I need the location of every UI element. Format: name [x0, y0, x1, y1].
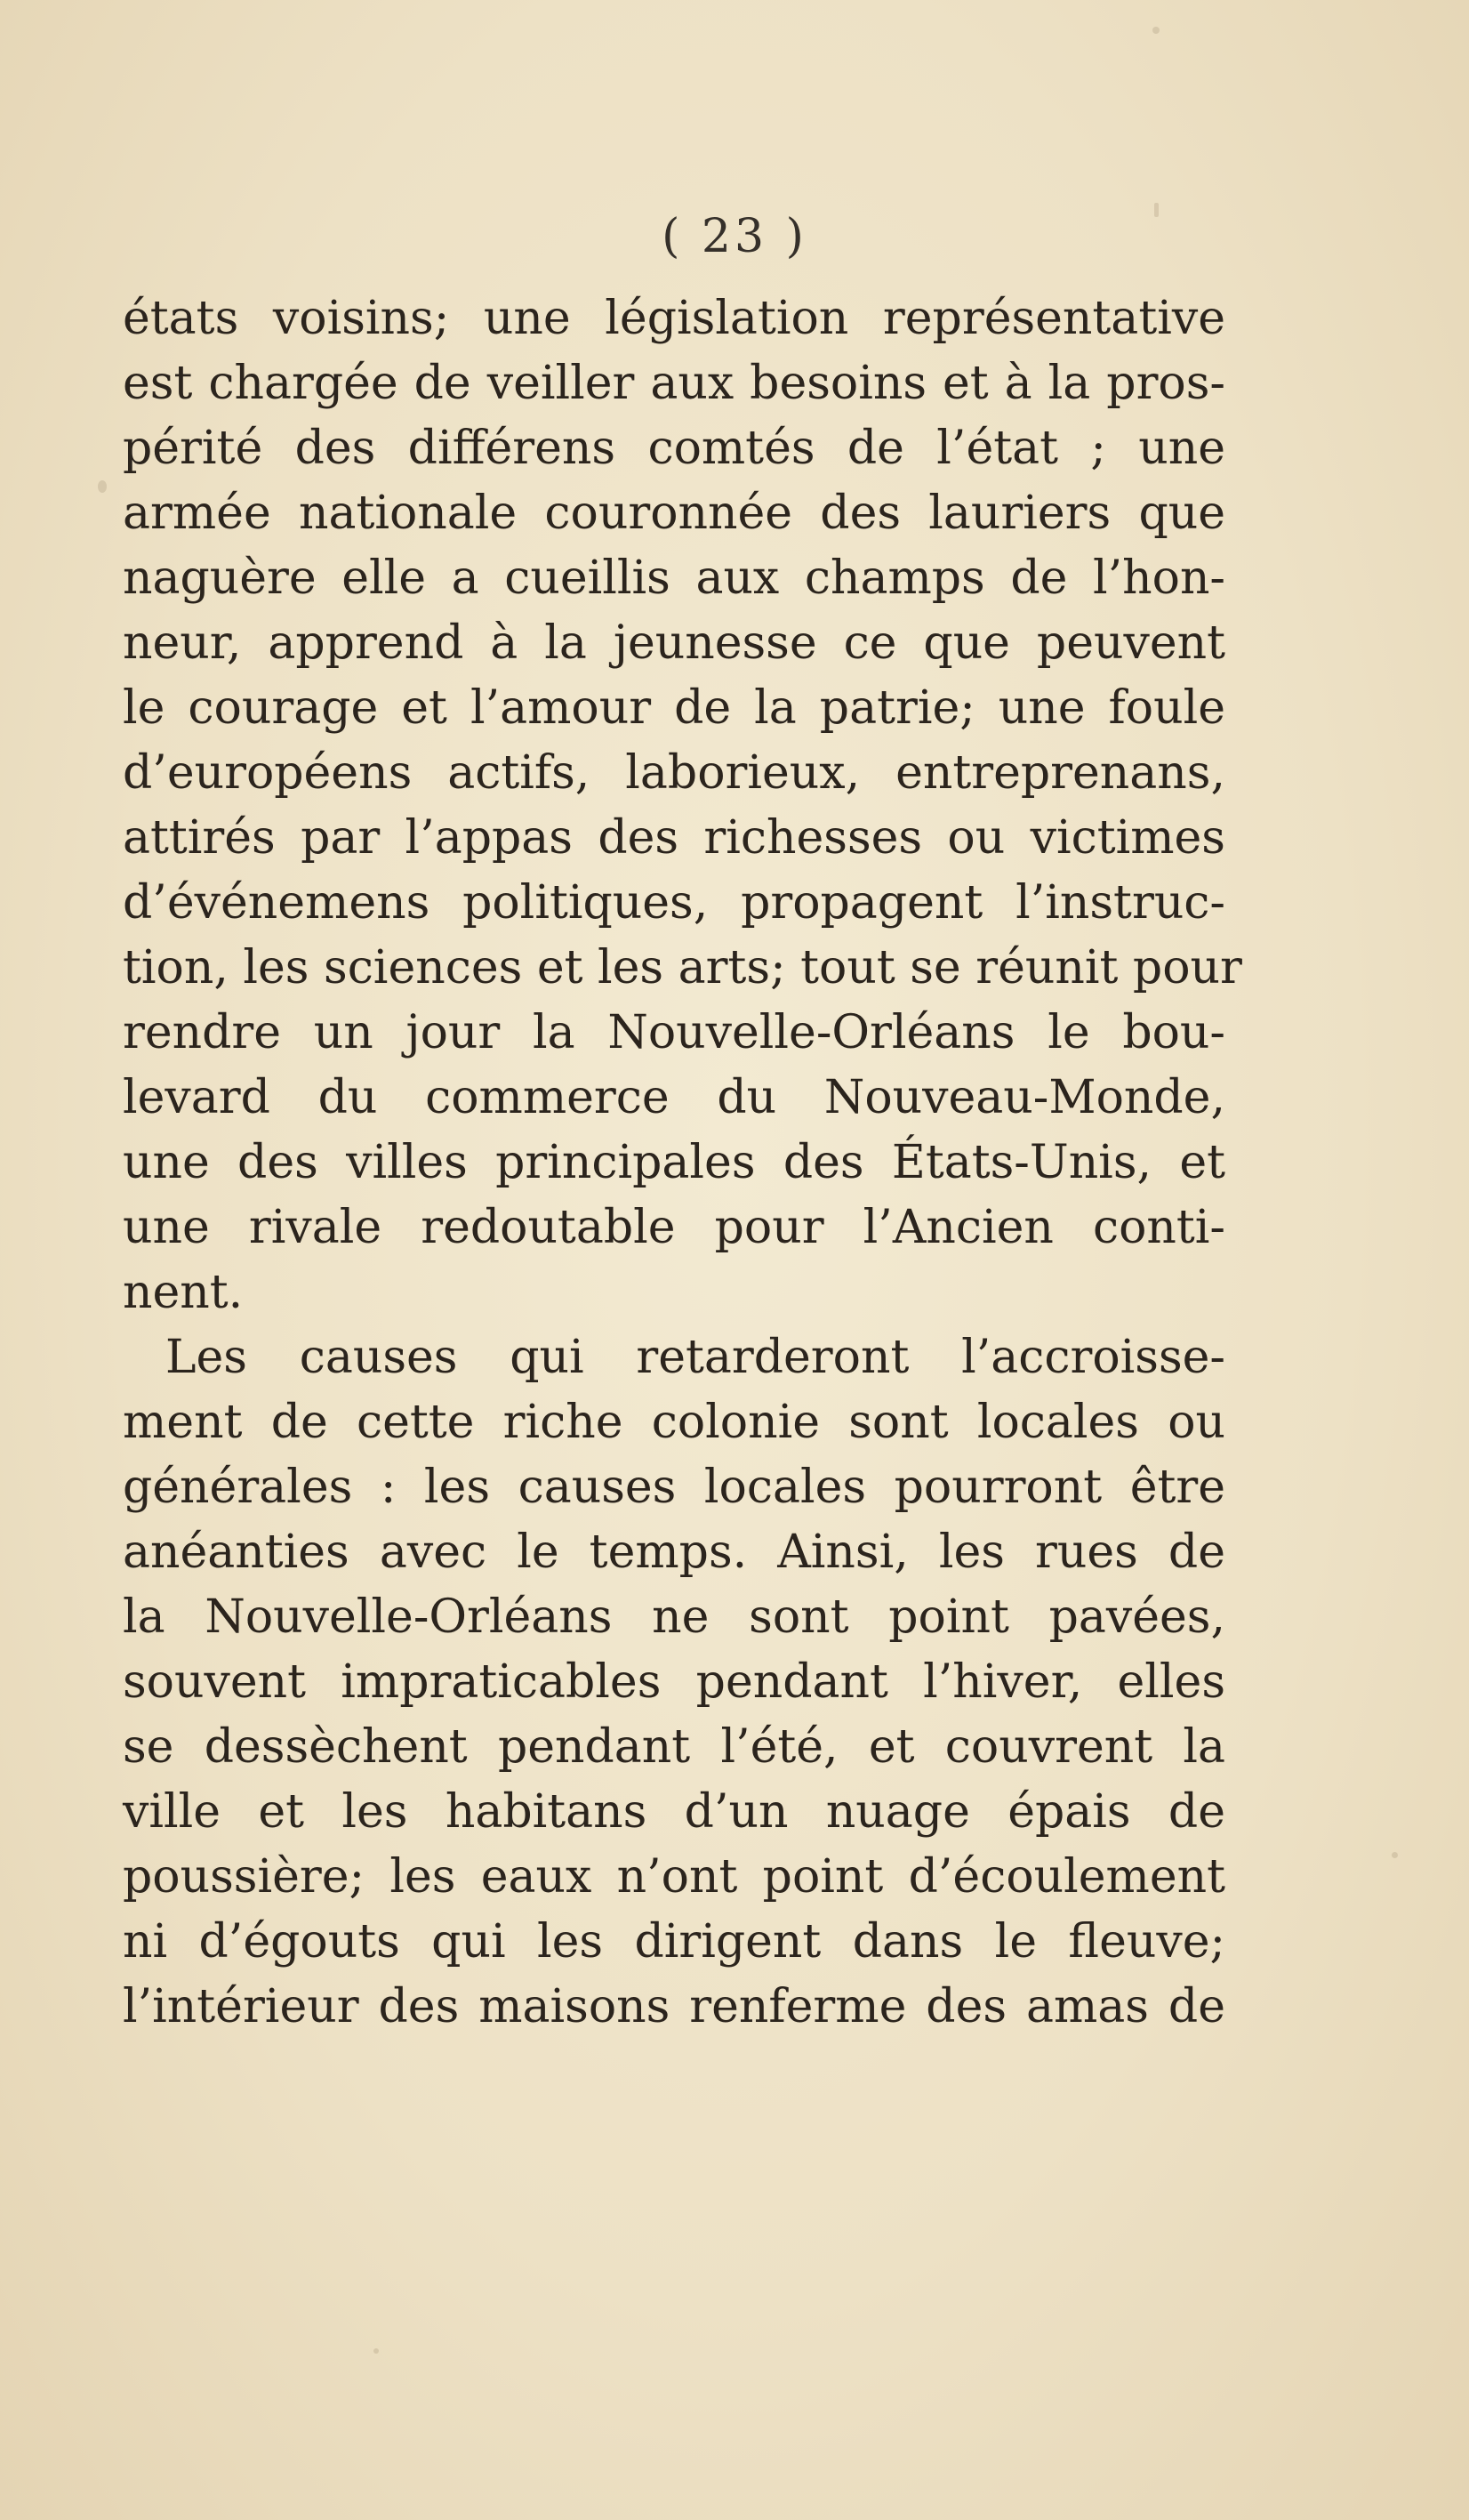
text-line: souvent impraticables pendant l’hiver, elles — [123, 1655, 1225, 1709]
paper-spot — [98, 480, 107, 493]
paragraph-2 — [123, 1325, 1225, 2040]
paper-spot — [373, 2348, 379, 2354]
text-line: une des villes principales des États-Unis, et — [123, 1136, 1225, 1189]
text-line: naguère elle a cueillis aux champs de l’hon- — [123, 552, 1225, 605]
text-line: ni d’égouts qui les dirigent dans le fleuve; — [123, 1915, 1225, 1968]
text-line: anéanties avec le temps. Ainsi, les rues de — [123, 1526, 1225, 1579]
paragraph-1 — [123, 286, 1242, 1325]
text-line: neur, apprend à la jeunesse ce que peuvent — [123, 616, 1225, 670]
text-line: poussière; les eaux n’ont point d’écoulement — [123, 1850, 1225, 1904]
text-line: états voisins; une législation représentative — [123, 292, 1225, 345]
text-line: tion, les sciences et les arts; tout se réunit pour — [123, 941, 1242, 994]
page-number: ( 23 ) — [662, 210, 807, 263]
text-line: armée nationale couronnée des lauriers que — [123, 487, 1225, 540]
text-line: ville et les habitans d’un nuage épais de — [123, 1785, 1225, 1839]
text-line: est chargée de veiller aux besoins et à la pros- — [123, 357, 1225, 410]
text-line: la Nouvelle-Orléans ne sont point pavées, — [123, 1590, 1225, 1644]
text-line: périté des différens comtés de l’état ; une — [123, 422, 1225, 475]
text-line: attirés par l’appas des richesses ou victimes — [123, 811, 1225, 865]
text-line: Les causes qui retarderont l’accroisse- — [165, 1331, 1225, 1384]
text-line: une rivale redoutable pour l’Ancien conti- — [123, 1201, 1225, 1254]
text-line: le courage et l’amour de la patrie; une foule — [123, 681, 1225, 735]
paper-spot — [1392, 1852, 1398, 1858]
text-line: l’intérieur des maisons renferme des amas de — [123, 1980, 1225, 2033]
text-line: se dessèchent pendant l’été, et couvrent la — [123, 1720, 1225, 1774]
paper-spot — [1152, 27, 1160, 34]
text-line: levard du commerce du Nouveau-Monde, — [123, 1071, 1225, 1124]
body-text — [123, 286, 1242, 2040]
text-line: nent. — [123, 1266, 244, 1319]
text-line: ment de cette riche colonie sont locales ou — [123, 1396, 1225, 1449]
text-line: générales : les causes locales pourront être — [123, 1461, 1225, 1514]
text-line: d’événemens politiques, propagent l’instruc- — [123, 876, 1225, 930]
text-line: d’européens actifs, laborieux, entreprenans, — [123, 746, 1225, 800]
text-line: rendre un jour la Nouvelle-Orléans le bou- — [123, 1006, 1225, 1059]
